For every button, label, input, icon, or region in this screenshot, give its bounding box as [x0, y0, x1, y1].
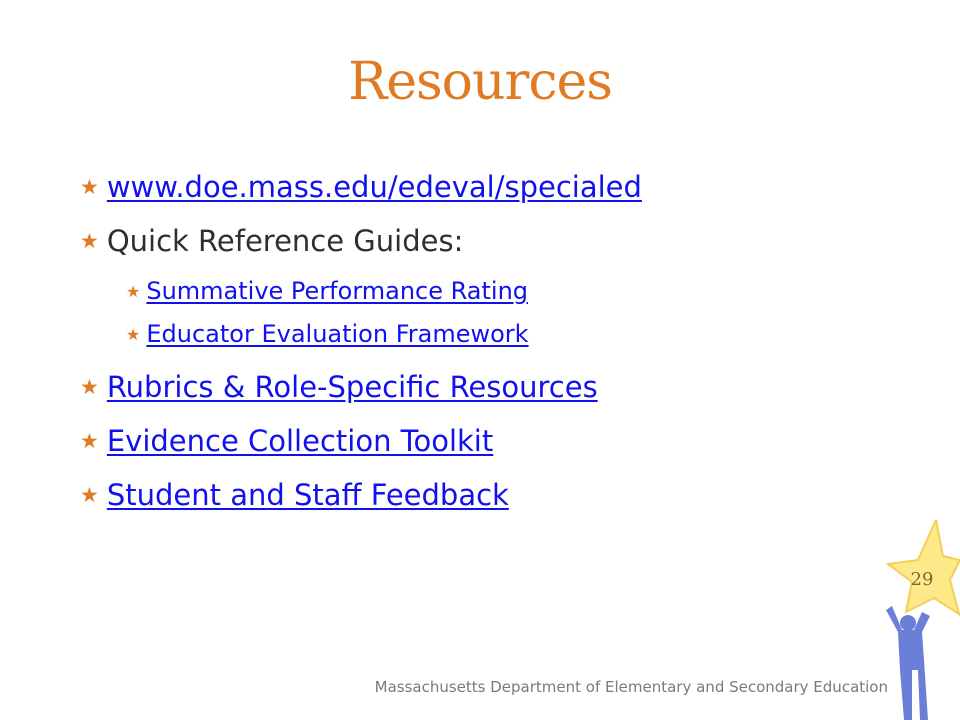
bullet-item: [80, 170, 642, 204]
star-bullet-icon: ★: [80, 483, 99, 507]
star-bullet-icon: ★: [80, 229, 99, 253]
link-educator-evaluation-framework[interactable]: Educator Evaluation Framework: [146, 320, 529, 348]
page-number: 29: [910, 569, 934, 590]
link-summative-performance-rating[interactable]: Summative Performance Rating: [146, 277, 529, 305]
quick-reference-label: Quick Reference Guides:: [106, 224, 464, 258]
bullet-item: [80, 224, 463, 258]
slide-title: Resources: [348, 52, 612, 112]
link-specialed[interactable]: www.doe.mass.edu/edeval/specialed: [106, 170, 642, 204]
star-bullet-icon: ★: [80, 175, 99, 199]
bullet-item: [80, 370, 598, 404]
footer-text: Massachusetts Department of Elementary and Secondary Education: [374, 678, 888, 696]
star-bullet-icon: ★: [126, 324, 141, 344]
bullet-item: [80, 424, 493, 458]
bullet-item: [80, 478, 509, 512]
sub-bullet-item: [126, 320, 529, 348]
star-bullet-icon: ★: [80, 375, 99, 399]
star-bullet-icon: ★: [80, 429, 99, 453]
link-rubrics-role-specific[interactable]: Rubrics & Role-Specific Resources: [106, 370, 598, 404]
link-student-staff-feedback[interactable]: Student and Staff Feedback: [106, 478, 509, 512]
sub-bullet-item: [126, 277, 528, 305]
link-evidence-collection-toolkit[interactable]: Evidence Collection Toolkit: [106, 424, 494, 458]
star-bullet-icon: ★: [126, 281, 141, 301]
